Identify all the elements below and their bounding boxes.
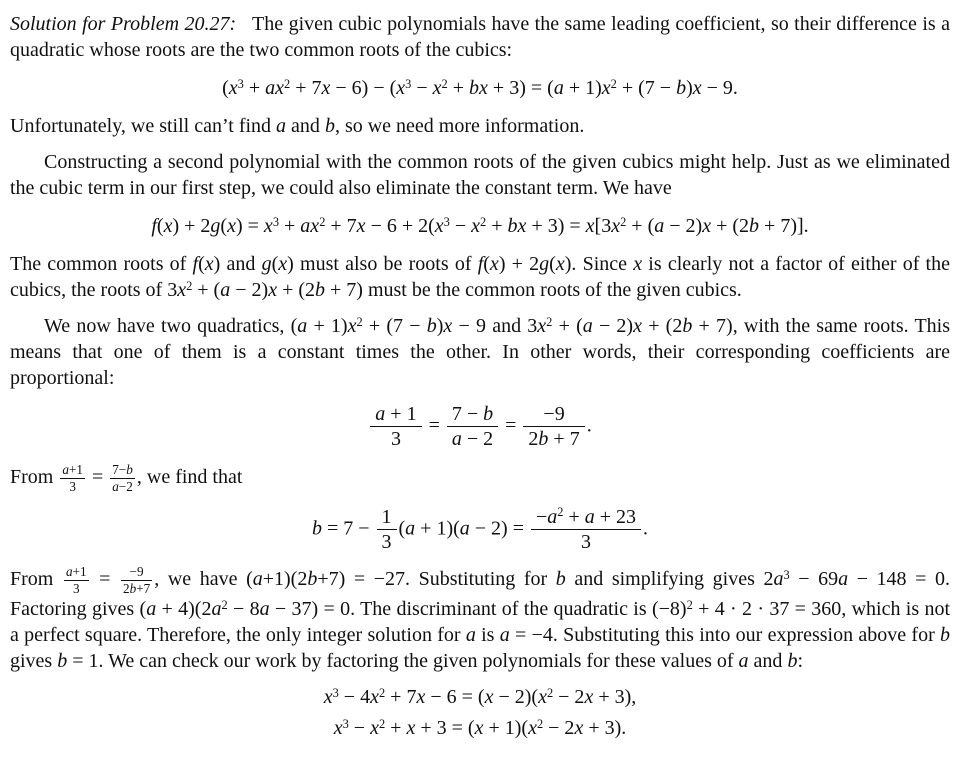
math-italic: x (434, 215, 444, 237)
math-italic: b (426, 315, 437, 337)
math-italic: x (321, 77, 331, 99)
math-italic: x (227, 215, 236, 237)
math-italic: g (210, 215, 221, 237)
math-italic: Solution for Problem 20.27: (10, 13, 237, 35)
math-italic: x (555, 253, 565, 275)
superscript: 2 (356, 314, 363, 329)
math-italic: bx (507, 215, 527, 237)
superscript: 2 (686, 597, 693, 612)
fraction (368, 403, 423, 451)
superscript: 2 (319, 214, 326, 229)
fraction-numerator: 1 (377, 506, 397, 530)
math-italic: x (204, 253, 214, 275)
math-italic: b (483, 403, 494, 425)
superscript: 2 (378, 716, 386, 731)
paragraph: Solution for Problem 20.27: The given cubic polynomials have the same leading coefficient, so their difference is a quadratic whose roots are the two common roots of the cubics: (10, 13, 950, 61)
superscript: 2 (557, 505, 564, 520)
math-italic: x (584, 686, 594, 708)
fraction-denominator: 2b+7 (123, 581, 151, 597)
fraction-numerator: $-a^2 + a + 23$ (531, 506, 641, 530)
math-italic: a (375, 403, 386, 425)
math-italic: b (315, 279, 326, 301)
math-italic: a (553, 77, 564, 99)
math-italic: x (585, 215, 595, 237)
superscript: 2 (186, 278, 193, 293)
math-italic: b (57, 650, 68, 672)
math-italic: b (538, 428, 549, 451)
math-italic: x (489, 253, 499, 275)
math-italic: a (65, 564, 73, 580)
fraction (108, 463, 137, 494)
math-italic: b (307, 568, 318, 591)
fraction-numerator: a+1 (65, 564, 87, 580)
math-italic: x (484, 686, 494, 708)
fraction (62, 565, 91, 596)
math-italic: x (528, 717, 537, 739)
math-italic: x (702, 215, 712, 237)
math-italic: x (611, 215, 621, 237)
superscript: 3 (342, 716, 349, 731)
fraction-numerator: 7 − b (447, 403, 498, 427)
math-italic: a (211, 598, 222, 620)
fraction (529, 506, 643, 554)
math-italic: x (370, 717, 379, 739)
math-italic: x (432, 77, 442, 99)
display-equation: $\frac{a + 1}{3}$ = $\frac{7 - b}{a - 2}$ = $\frac{-9}{2b + 7}$ . (10, 403, 950, 451)
math-italic: b (324, 115, 335, 137)
math-italic: x (278, 253, 288, 275)
math-italic: a (252, 568, 263, 591)
math-italic: b (749, 215, 760, 237)
math-italic: x (177, 279, 187, 301)
fraction-denominator: 3 (381, 530, 392, 553)
math-italic: b (787, 650, 798, 672)
fraction-numerator: a+1 (62, 461, 83, 477)
paragraph: From $\frac{a+1}{3}$ = $\frac{7-b}{a-2}$ , we find that (10, 461, 243, 494)
math-italic: a (582, 315, 593, 337)
math-italic: x (396, 77, 406, 99)
fraction (521, 403, 586, 451)
fraction-denominator: 3 (69, 478, 76, 494)
superscript: 3 (405, 76, 412, 91)
fraction (375, 506, 399, 554)
math-italic: a (259, 598, 270, 620)
math-italic: a (459, 516, 470, 539)
display-equation: $x^3 - 4x^2 + 7x - 6 = (x - 2)(x^2 - 2x + 3)$, (323, 685, 637, 708)
fraction-numerator: 7−b (112, 461, 133, 477)
superscript: 2 (536, 716, 544, 731)
math-italic: b (555, 568, 566, 591)
math-italic: a (112, 478, 119, 494)
math-italic: x (163, 215, 173, 237)
math-italic: a (405, 516, 416, 539)
fraction-numerator: −9 (523, 403, 584, 427)
superscript: 2 (620, 214, 627, 229)
math-italic: x (471, 215, 481, 237)
superscript: 3 (443, 214, 450, 229)
math-italic: ax (265, 77, 285, 99)
math-italic: a (451, 428, 462, 451)
math-italic: x (443, 315, 453, 337)
math-italic: a (773, 568, 784, 591)
fraction (119, 565, 154, 596)
fraction-numerator: a + 1 (370, 403, 421, 427)
math-italic: a (654, 215, 665, 237)
paragraph: Unfortunately, we still can’t find a and b, so we need more information. (10, 115, 585, 137)
paragraph: We now have two quadratics, $(a + 1)x^2 + (7 - b)x - 9$ and $3x^2 + (a - 2)x + (2b + 7)$, with the same roots. This means that one of them is a constant times the other. In other words, their corresponding coefficients are proportional: (10, 314, 951, 389)
fraction-denominator: a−2 (112, 478, 133, 494)
math-italic: b (940, 624, 951, 646)
math-italic: x (474, 717, 484, 739)
math-italic: g (261, 253, 272, 275)
math-italic: bx (469, 77, 488, 99)
math-italic: a (62, 461, 69, 477)
math-italic: f (151, 215, 157, 237)
display-equation: $(x^3 + ax^2 + 7x - 6) - (x^3 - x^2$ + bx + $3) = (a + 1)x^2 + (7 - b)x - 9$. (222, 76, 738, 99)
math-italic: x (228, 77, 238, 99)
math-italic: x (416, 686, 426, 708)
math-italic: ax (300, 215, 320, 237)
fraction-denominator: 3 (72, 581, 80, 597)
superscript: 3 (332, 685, 339, 700)
fraction-denominator: 3 (581, 530, 592, 553)
math-italic: x (633, 253, 643, 275)
superscript: 2 (221, 597, 228, 612)
math-italic: x (268, 279, 278, 301)
fraction-denominator: 3 (390, 428, 401, 451)
math-italic: a (499, 624, 510, 646)
math-italic: g (539, 253, 550, 275)
superscript: 3 (783, 568, 790, 583)
superscript: 2 (284, 76, 291, 91)
paragraph: The common roots of f(x) and g(x) must also be roots of f(x) + 2g(x). Since x is clearly not a factor of either of the cubics, the roots of $3x^2 + (a - 2)x + (2b + 7)$ must be the common roots of the given cubics. (10, 253, 950, 301)
math-italic: x (574, 717, 584, 739)
superscript: 2 (378, 685, 386, 700)
math-italic: b (126, 461, 133, 477)
math-italic: x (406, 717, 416, 739)
math-italic: x (633, 315, 642, 337)
math-italic: a (465, 624, 476, 646)
math-italic: b (129, 581, 137, 597)
math-italic: a (738, 650, 749, 672)
superscript: 2 (546, 314, 553, 329)
display-equation: $x^3 - x^2 + x + 3 = (x + 1)(x^2 - 2x + 3)$. (333, 716, 627, 739)
math-italic: a (297, 315, 308, 337)
math-italic: x (263, 215, 273, 237)
math-italic: x (333, 717, 343, 739)
paragraph: Constructing a second polynomial with the common roots of the given cubics might help. Just as we eliminated the cubic term in our first step, we could also eliminate the constant term. We have (10, 151, 950, 199)
fraction (58, 463, 87, 494)
math-italic: x (347, 315, 357, 337)
display-equation: b = 7 − $\frac{1}{3}$ (a + 1)(a − 2) = $\frac{-a^2 + a + 23}{3}$ . (311, 505, 649, 553)
superscript: 2 (546, 685, 554, 700)
display-equation: $f(x) + 2g(x) = x^3 + ax^2 + 7x - 6 + 2(x^3 - x^2$ + bx + $3) = x[3x^2 + (a - 2)x + (2b + 7)]$. (151, 214, 809, 237)
math-italic: a (584, 505, 595, 528)
superscript: 2 (441, 76, 448, 91)
fraction (445, 403, 500, 451)
math-italic: x (692, 77, 702, 99)
math-italic: a (220, 279, 231, 301)
superscript: 3 (237, 76, 244, 91)
math-italic: x (537, 315, 547, 337)
fraction-denominator: a − 2 (451, 428, 494, 451)
math-italic: b (682, 315, 693, 337)
math-italic: f (192, 253, 199, 275)
math-italic: x (370, 686, 379, 708)
math-italic: f (477, 253, 484, 275)
superscript: 2 (480, 214, 487, 229)
math-italic: a (547, 505, 558, 528)
paragraph: From $\frac{a+1}{3}$ = $\frac{-9}{2b+7}$ , we have (a+1)(2b+7) = −27. Substituting for b and simplifying gives $2a^3 - 69a - 148 = 0$. Factoring gives $(a + 4)(2a^2 - 8a - 37) = 0$. The discriminant of the quadratic is $(-8)^2 + 4 \cdot 2 \cdot 37 = 360$, which is not a perfect square. Therefore, the only integer solution for a is a = −4. Substituting this into our expression above for b gives b = 1. We can check our work by factoring the given polynomials for these values of a and b: (10, 564, 951, 672)
superscript: 3 (272, 214, 280, 229)
math-italic: a (146, 598, 157, 620)
math-italic: x (323, 686, 333, 708)
superscript: 2 (610, 76, 617, 91)
solution-document (10, 11, 950, 741)
fraction-denominator: 2b + 7 (528, 428, 580, 451)
math-italic: x (356, 215, 366, 237)
math-italic: a (838, 568, 849, 591)
math-italic: a (276, 115, 287, 137)
math-italic: x (601, 77, 611, 99)
math-italic: b (676, 77, 687, 99)
math-italic: b (311, 516, 322, 539)
math-italic: x (538, 686, 547, 708)
fraction-numerator: −9 (121, 565, 152, 581)
